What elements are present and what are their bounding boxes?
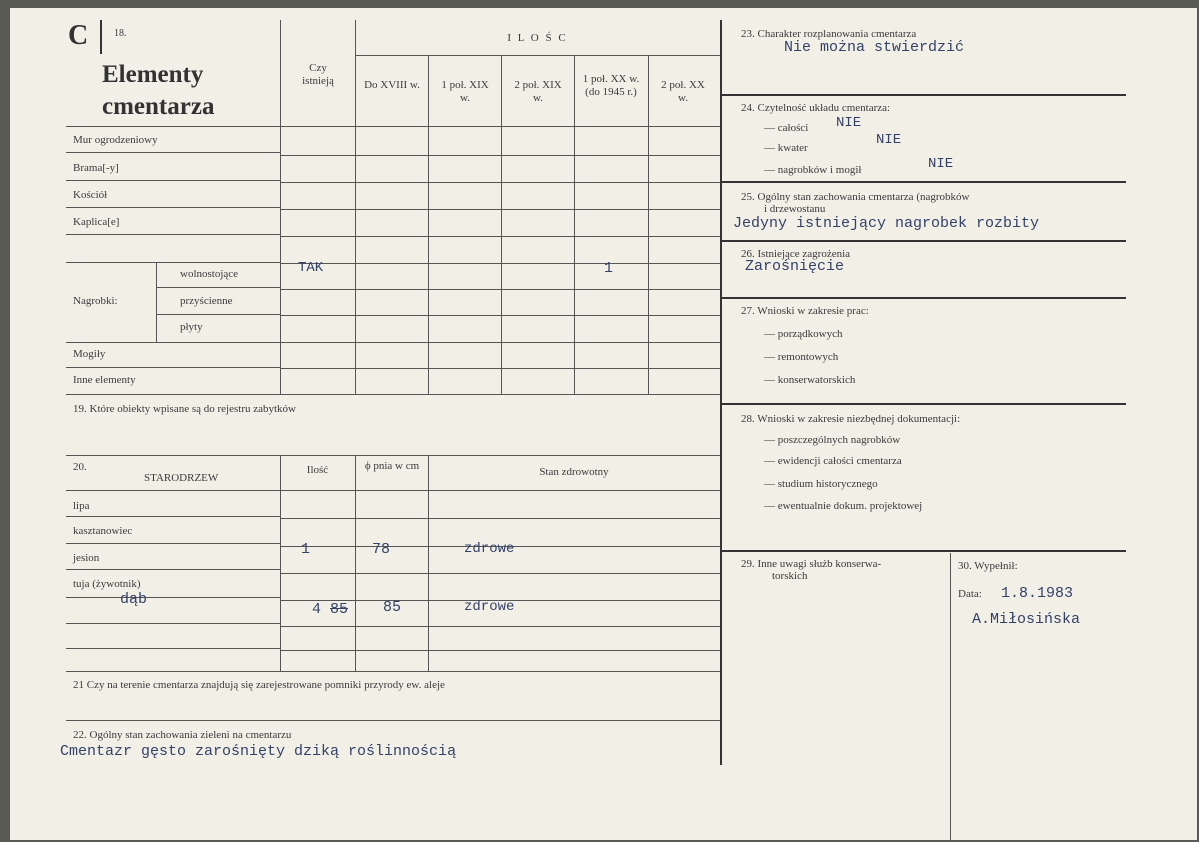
typed-dab-count: 4	[312, 601, 322, 618]
row-line	[66, 623, 280, 624]
col-divider	[355, 455, 356, 671]
q25-label-cont: i drzewostanu	[764, 203, 826, 215]
q30-label: 30. Wypełnił:	[958, 560, 1018, 572]
row-line	[66, 367, 280, 368]
q21-label: 21 Czy na terenie cmentarza znajdują się zarejestrowane pomniki przyrody ew. aleje	[73, 679, 445, 691]
q30-date-label: Data:	[958, 588, 982, 600]
col-divider	[428, 55, 429, 394]
q29-label-cont: torskich	[772, 570, 808, 582]
row-line	[66, 152, 280, 153]
period-header: 2 poł. XX w.	[661, 79, 705, 104]
row-label: Nagrobki:	[73, 295, 118, 307]
row-line	[66, 342, 280, 343]
typed-jesion-health: zdrowe	[464, 541, 515, 557]
q28-label: 28. Wnioski w zakresie niezbędnej dokumentacji:	[741, 413, 961, 425]
q27-label: 27. Wnioski w zakresie prac:	[741, 305, 869, 317]
row-label: Brama[-y]	[73, 162, 119, 174]
row-line	[156, 314, 280, 315]
col-divider	[648, 55, 649, 394]
typed-dab-health: zdrowe	[464, 599, 515, 615]
typed-exists: TAK	[298, 260, 324, 276]
q24-item: — nagrobków i mogił	[764, 164, 862, 176]
row-line	[280, 263, 720, 264]
q26-answer: Zarośnięcie	[745, 258, 845, 275]
q26-label: 26. Istniejące zagrożenia	[741, 248, 851, 260]
card-title-line1: Elementy	[102, 61, 204, 88]
row-line	[66, 262, 280, 263]
period-header: Do XVIII w.	[364, 79, 420, 91]
q25-label: 25. Ogólny stan zachowania cmentarza (nagrobków	[741, 191, 970, 203]
q24-label: 24. Czytelność układu cmentarza:	[741, 102, 891, 114]
q24-answer: NIE	[876, 132, 902, 148]
row-line	[280, 368, 720, 369]
q23-label: 23. Charakter rozplanowania cmentarza	[741, 28, 917, 40]
col-divider	[501, 55, 502, 394]
row-line	[280, 342, 720, 343]
row-line	[66, 207, 280, 208]
trees-number: 20.	[73, 461, 87, 473]
q22-label: 22. Ogólny stan zachowania zieleni na cmentarzu	[73, 729, 292, 741]
ilosc-header: I L O Ś C	[507, 32, 568, 44]
row-line	[156, 287, 280, 288]
section-line	[722, 297, 1126, 299]
col-divider	[574, 55, 575, 394]
q27-item: — remontowych	[764, 351, 839, 363]
typed-jesion-count: 1	[301, 541, 311, 558]
header-bottom	[66, 126, 720, 127]
section-line	[66, 720, 720, 721]
section-line	[722, 181, 1126, 183]
typed-dab-name: dąb	[120, 591, 148, 608]
q24-item: — kwater	[764, 142, 808, 154]
tree-row-label: kasztanowiec	[73, 525, 133, 537]
record-card	[10, 8, 1197, 840]
card-title-line2: cmentarza	[102, 93, 215, 120]
col-divider	[280, 20, 281, 394]
row-line	[280, 289, 720, 290]
q28-item: — ewentualnie dokum. projektowej	[764, 500, 923, 512]
tree-row-label: tuja (żywotnik)	[73, 578, 141, 590]
typed-dab-diameter: 85	[383, 599, 402, 616]
row-line	[280, 315, 720, 316]
q23-answer: Nie można stwierdzić	[784, 39, 965, 56]
row-label: przyścienne	[180, 295, 233, 307]
q27-item: — porządkowych	[764, 328, 843, 340]
period-header: 1 poł. XX w. (do 1945 r.)	[582, 73, 640, 98]
row-label: Kościół	[73, 189, 108, 201]
row-line	[66, 490, 720, 491]
row-label: płyty	[180, 321, 203, 333]
row-line	[280, 182, 720, 183]
q29-label: 29. Inne uwagi służb konserwa-	[741, 558, 882, 570]
col-divider	[280, 455, 281, 671]
trees-count-header: Ilość	[306, 464, 329, 476]
q28-item: — poszczególnych nagrobków	[764, 434, 901, 446]
q28-item: — studium historycznego	[764, 478, 878, 490]
section-line	[722, 94, 1126, 96]
q30-date: 1.8.1983	[1001, 585, 1074, 602]
exists-column-header: Czy istnieją	[302, 62, 334, 87]
trees-health-header: Stan zdrowotny	[539, 466, 609, 478]
row-label: Inne elementy	[73, 374, 136, 386]
ilosc-underline	[355, 55, 720, 56]
center-divider	[720, 20, 722, 765]
trees-header: STARODRZEW	[144, 472, 219, 484]
col-divider	[428, 455, 429, 671]
section-line	[722, 550, 1126, 552]
typed-dab-count-struck: 85	[330, 601, 349, 618]
q24-answer: NIE	[836, 115, 862, 131]
card-letter: C	[68, 20, 89, 51]
section-line	[722, 403, 1126, 405]
q19-label: 19. Które obiekty wpisane są do rejestru zabytków	[73, 403, 296, 415]
row-line	[280, 155, 720, 156]
section-line	[66, 455, 720, 456]
q27-item: — konserwatorskich	[764, 374, 856, 386]
q28-item: — ewidencji całości cmentarza	[764, 455, 902, 467]
row-line	[66, 648, 280, 649]
row-line	[66, 180, 280, 181]
typed-count: 1	[604, 260, 614, 277]
row-line	[280, 573, 720, 574]
q22-answer: Cmentazr gęsto zarośnięty dziką roślinnością	[60, 743, 457, 760]
row-label: Mogiły	[73, 348, 106, 360]
q24-item: — całości	[764, 122, 809, 134]
row-label: Mur ogrodzeniowy	[73, 134, 158, 146]
section-line	[66, 671, 720, 672]
row-line	[280, 209, 720, 210]
period-header: 1 poł. XIX w.	[441, 79, 489, 104]
q30-name: A.Miłosińska	[972, 611, 1081, 628]
row-label: wolnostojące	[180, 268, 239, 280]
trees-diameter-header: ϕ pnia w cm	[364, 460, 420, 472]
row-line	[66, 543, 280, 544]
row-line	[280, 518, 720, 519]
row-line	[66, 597, 280, 598]
row-line	[66, 569, 280, 570]
card-number: 18.	[114, 28, 127, 39]
section-line	[66, 394, 720, 395]
typed-jesion-diameter: 78	[372, 541, 391, 558]
row-line	[280, 626, 720, 627]
tree-row-label: jesion	[73, 552, 100, 564]
col-divider	[355, 20, 356, 394]
row-line	[280, 236, 720, 237]
row-line	[280, 650, 720, 651]
col-divider	[950, 553, 951, 840]
row-line	[66, 516, 280, 517]
section-line	[722, 240, 1126, 242]
q25-answer: Jedyny istniejący nagrobek rozbity	[733, 215, 1040, 232]
letter-divider	[100, 20, 102, 54]
row-label: Kaplica[e]	[73, 216, 120, 228]
tree-row-label: lipa	[73, 500, 90, 512]
row-line	[66, 234, 280, 235]
period-header: 2 poł. XIX w.	[514, 79, 562, 104]
q24-answer: NIE	[928, 156, 954, 172]
col-divider	[156, 262, 157, 342]
